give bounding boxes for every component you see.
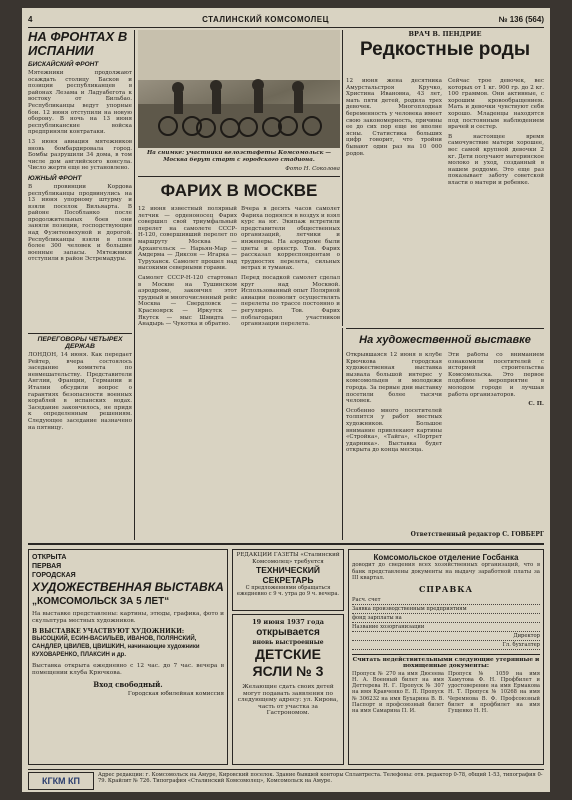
gosbank-form-line: фонд зарплаты на [352, 614, 540, 623]
farikh-col-1 [138, 206, 237, 540]
exhibition-body-1: Открывшаяся 12 июня в клубе Крючкова городская художественная выставка вызвала большой интерес у комсомольцев и молодежи города. За первые дни выставку посетили более тысячи человек. [346, 352, 442, 405]
spain-body-2: 13 июня авиация мятежников вновь бомбардировала город. Бомбы разрушили 34 дома, в том числе дом английского консула. Число жертв еще не установлено. [28, 138, 132, 172]
column-divider-1 [134, 30, 135, 540]
lost-docs-columns [352, 671, 540, 714]
gosbank-title: Комсомольское отделение Госбанка [373, 553, 519, 562]
negotiations-title: ПЕРЕГОВОРЫ ЧЕТЫРЕХ ДЕРЖАВ [28, 333, 132, 350]
exhibition-col-2 [448, 352, 544, 528]
biscay-heading: БИСКАЙСКИЙ ФРОНТ [28, 61, 99, 68]
gosbank-form-line: Заявка производственным предприятиям [352, 605, 540, 614]
gosbank-form-line: Директор [352, 632, 540, 641]
nursery-ad-opens: открывается [256, 627, 320, 638]
photo-credit: Фото Н. Соколова [285, 166, 340, 172]
exhibition-body-3: Эти работы со вниманием ознакомили посетителей с историей строительства Комсомольска. Это первое подобное мероприятие в молодом городе и лучшая работа организаторов. [448, 352, 544, 398]
lost-docs-title: Считать недействительными следующие утерянные и похищенные документы: [352, 654, 540, 669]
lost-docs-left: Пропуск № 270 на имя Дюсеева Н. А. Военный билет на имя Деттерева Н. Г. Пропуск № 307 на имя Кравченко Е. П. Пропуск № 306232 на имя Бухарина В. В. Паспорт и профсоюзный билет на имя Самарина П. И. [352, 670, 444, 714]
exhibition-ad-title: ХУДОЖЕСТВЕННАЯ ВЫСТАВКА [32, 580, 224, 594]
exhibition-ad-subtitle: „КОМСОМОЛЬСК ЗА 5 ЛЕТ“ [32, 596, 170, 607]
rare-births-title: Редкостные роды [359, 39, 531, 60]
photo-caption: На снимке: участники велоэстафеты Комсомольск — Москва берут старт с городского стадиона. [147, 150, 331, 163]
gosbank-form-line: Расч. счет [352, 596, 540, 605]
header-rule [28, 27, 544, 28]
page-header [28, 12, 544, 26]
rare-births-body-2: Сейчас трое девочек, вес которых от 1 кг. 900 гр. до 2 кг. 100 граммов. Они активные, с хорошим кровообращением. Мать и девочки чувствуют себя хорошо. Младенцы находятся под постоянным наблюдением врачей и сестер. [448, 78, 544, 131]
page-number: 4 [28, 14, 33, 24]
farikh-body-1: 12 июня известный полярный летчик — орденоносец Фарих совершил свой триумфальный перелет на самолете СССР-Н-120, совершивший перелет по маршруту Москва — Архангельск — Нарьян-Мар — Амдерма — Диксон — Игарка — Туруханск. Самолет прошел над высокими северными горами. [138, 206, 237, 272]
gosbank-notice [348, 549, 544, 765]
exhibition-article-title: На художественной выставке [359, 334, 531, 346]
spain-column [28, 30, 132, 326]
rare-births-col-1 [346, 78, 442, 326]
spain-title: НА ФРОНТАХ В ИСПАНИИ [28, 30, 128, 58]
gosbank-form-title: СПРАВКА [418, 583, 473, 594]
negotiations-body: ЛОНДОН, 14 июня. Как передает Рейтер, вчера состоялось заседание комитета по невмешательству. Представители Англии, Франции, Германии и Италии обсудили вопрос о гарантиях безопасности военных кораблей в испанских водах. Заседание закончилось, не придя к определенным решениям. Следующее заседание назначено на пятницу. [28, 352, 132, 431]
rare-births-body-3: В настоящее время самочувствие матери хорошее, вес самой крупной девочки 2 кг. Дети получают материнское молоко и уход, созданный в нашем роддоме. Это еще раз показывает заботу советской власти о матери и ребенке. [448, 133, 544, 186]
rare-births-head [346, 30, 544, 80]
nursery-ad-text: Желающие сдать своих детей могут подавать заявления по следующему адресу: ул. Кирова, часть от участка за Гастрономом. [237, 684, 339, 717]
rare-births-col-2 [448, 78, 544, 326]
nursery-ad-date: 19 июня 1937 года [252, 618, 324, 626]
gosbank-form [352, 596, 540, 650]
spain-body-3: В провинции Кордова республиканцы продвинулись на 13 июня упорному штурму и взяли поселок Вильяарта. В районе Пособланко после продолжительных боев они заняли позиции, господствующие над Фуэнтеовехуной и дорогой. Республиканцы взяли в плен более 300 человек и большие военные запасы. Мятежники отступили в район Эстремадуры. [28, 183, 132, 263]
newspaper-page [22, 8, 550, 792]
farikh-title: ФАРИХ В МОСКВЕ [160, 181, 318, 200]
cyclists-illustration [138, 30, 340, 148]
footer-rule [28, 769, 544, 770]
exhibition-ad-line1: ОТКРЫТА [32, 554, 67, 561]
archive-stamp: КГКМ КП [28, 772, 94, 790]
exhibition-ad-artists: ВЫСОЦКИЙ, ЕСИН-ВАСИЛЬЕВ, ИВАНОВ, ПОЛЯНСКИЙ, САНДЛЕР, ЦВИЛЕВ, ЦВИШКИН, начинающие художники КУХОВАРЕНКО, ПЛАКСИН и др. [32, 636, 200, 659]
exhibition-ad-entry: Вход свободный. [93, 680, 163, 690]
farikh-body-3: Вчера в десять часов самолет Фариха поднялся в воздух и взял курс на юг. Экипаж встретили представители общественных организаций, летчики и инженеры. На аэродроме были цветы и оркестр. Тов. Фарих рассказал корреспондентам о трудностях перелета, сильных ветрах и туманах. [241, 206, 340, 272]
column-divider-2 [342, 30, 343, 326]
column-divider-3 [342, 328, 343, 540]
exhibition-ad [28, 549, 228, 765]
farikh-body-4: Перед посадкой самолет сделал круг над Москвой. Использованный опыт Полярной авиации позволит осуществлять перелеты по трассе постоянно и регулярно. Тов. Фарих поблагодарил участников организации перелета. [241, 274, 340, 328]
nursery-ad-title: ДЕТСКИЕ ЯСЛИ № 3 [252, 646, 324, 679]
exhibition-ad-line3: ГОРОДСКАЯ [32, 572, 76, 579]
secretary-ad [232, 549, 344, 611]
cyclists-photo [138, 30, 340, 148]
farikh-body-2: Самолет СССР-Н-120 стартовал в Москве на Тушинском аэродроме, закончил этот трудный и многочисленный рейс Москва — Свердловск — Красноярск — Иркутск — Якутск — мыс Шмидта — Анадырь — Чукотка и обратно. [138, 274, 237, 328]
secretary-ad-title: ТЕХНИЧЕСКИЙ СЕКРЕТАРЬ [256, 565, 320, 585]
exhibition-ad-line2: ПЕРВАЯ [32, 563, 62, 570]
secretary-ad-header: РЕДАКЦИИ ГАЗЕТЫ «Сталинский Комсомолец» требуется [236, 552, 340, 565]
footer-imprint: Адрес редакции: г. Комсомольск на Амуре, Кировский поселок. Здание бывшей конторы Сплавтреста. Телефоны: отв. редактор 0-78, общий 1-53, типография 0-79. Крайлит № 726. Типография «Сталинский Комсомолец», Комсомольск на Амуре. [98, 772, 543, 785]
photo-rule [138, 176, 340, 177]
editor-line: Ответственный редактор С. ГОВБЕРГ [410, 531, 544, 538]
farikh-col-2 [241, 206, 340, 540]
nursery-ad-rebuilt: вновь выстроенные [252, 639, 324, 646]
exhibition-rule [346, 328, 544, 329]
rare-births-kicker: ВРАЧ В. ПЕНДРИЕ [408, 30, 482, 38]
exhibition-ad-text: На выставке представлены: картины, этюды, графика, фото и скульптура местных художников. [32, 611, 224, 624]
exhibition-ad-committee: Городская юбилейная комиссия [127, 691, 224, 698]
lost-docs-right: Пропуск № 1059 на имя Хамутова Ф. Н. Профбилет и удостоверение на имя Ермакова Н. Т. Пропуск № 10268 на имя Черемнова В. Ф. Профсоюзный билет и профбилет на имя Гущенко Н. Н. [448, 670, 540, 714]
exhibition-ad-hours: Выставка открыта ежедневно с 12 час. до 7 час. вечера в помещении клуба Крючкова. [32, 663, 224, 676]
south-heading: ЮЖНЫЙ ФРОНТ [28, 174, 82, 182]
masthead: СТАЛИНСКИЙ КОМСОМОЛЕЦ [202, 14, 329, 24]
exhibition-signature: С. П. [528, 401, 544, 408]
exhibition-body-2: Особенно много посетителей толпится у работ местных художников. Большое внимание привлекают картины «Стройка», «Тайга», «Портрет ударника». Выставка будет открыта до конца месяца. [346, 407, 442, 454]
ads-rule [28, 543, 544, 545]
exhibition-col-1 [346, 352, 442, 528]
spain-body-1: Мятежники продолжают осаждать столицу Басков и позиции республиканцев в районах Лезама и Ладуабегота к востоку от Бильбао. Республиканцы ведут упорные бои. 12 июня отступили на новую оборону. В ночь на 13 июня республиканские войска предприняли контратаки. [28, 70, 132, 136]
issue-number: № 136 (564) [498, 14, 544, 24]
gosbank-form-line: Название хозорганизации [352, 623, 540, 632]
exhibition-ad-artists-heading: В ВЫСТАВКЕ УЧАСТВУЮТ ХУДОЖНИКИ: [32, 628, 185, 636]
gosbank-intro: доводит до сведения всех хозяйственных организаций, что в банк представлены документы на выдачу заработной платы за III квартал. [352, 562, 540, 582]
rare-births-body-1: 12 июня жена десятника Амурстальстроя Кручко, Христина Ивановна, 43 лет, мать пяти детей, родила трех девочек. Многоплодная беременность у человека имеет свою закономерность, причины ее до сих пор еще не вполне ясны. Статистика больших цифр говорит, что тройни бывают один раз на 10 000 родов. [346, 78, 442, 157]
negotiations-column [28, 330, 132, 538]
gosbank-form-line: Гл. бухгалтер [352, 641, 540, 650]
secretary-ad-text: С предложениями обращаться ежедневно с 9 ч. утра до 9 ч. вечера. [236, 585, 340, 597]
nursery-ad [232, 614, 344, 765]
